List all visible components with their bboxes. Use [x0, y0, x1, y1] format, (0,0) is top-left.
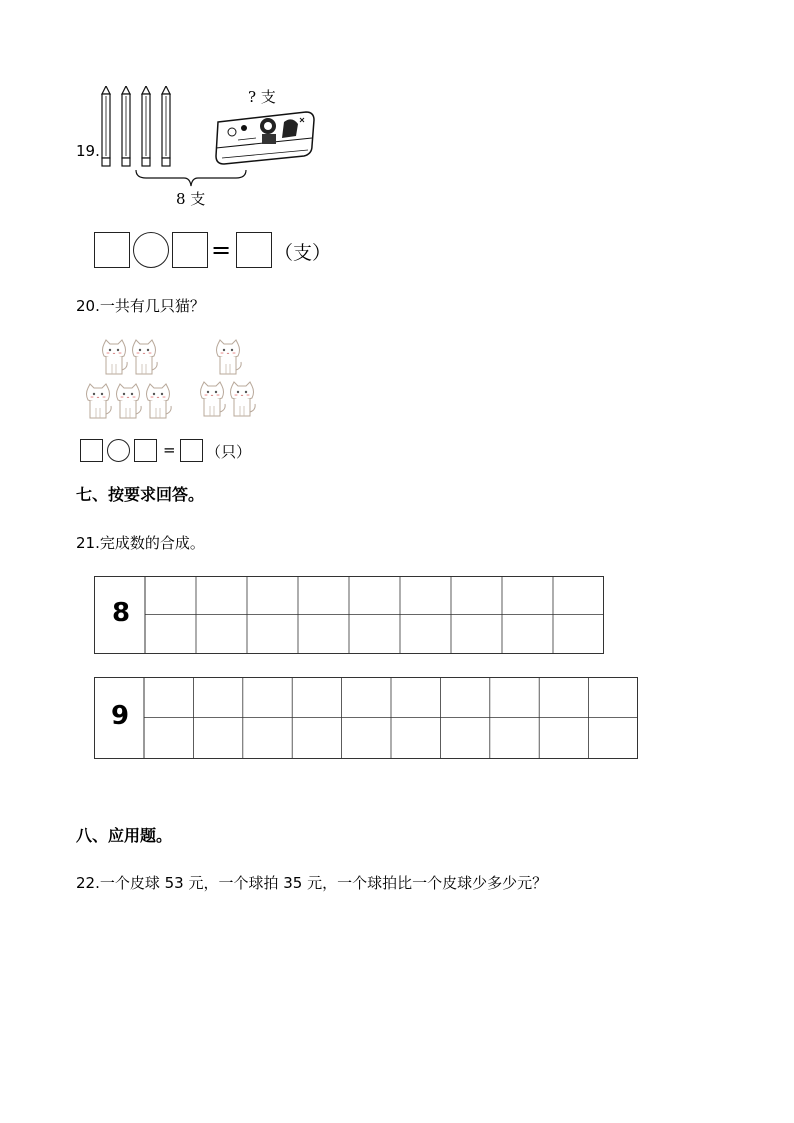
question-20-text: 20.一共有几只猫？	[76, 297, 205, 315]
pencils-illustration	[96, 86, 186, 172]
operator-circle[interactable]	[133, 232, 169, 268]
operator-circle[interactable]	[107, 439, 130, 462]
question-mark-label: ? 支	[248, 88, 276, 106]
unit-label: （支）	[274, 242, 332, 264]
grid-number-8: 8	[112, 598, 131, 628]
pencil-icon	[102, 86, 110, 166]
composition-grid-8	[94, 576, 606, 656]
pencil-icon	[162, 86, 170, 166]
cat-icon	[147, 384, 172, 418]
pencil-case-icon	[212, 108, 316, 166]
result-box[interactable]	[236, 232, 272, 268]
pencil-icon	[122, 86, 130, 166]
composition-grid-9	[94, 677, 640, 761]
brace-icon	[134, 168, 248, 188]
section-8-title: 八、应用题。	[76, 826, 173, 845]
grid-number-9: 9	[111, 701, 130, 731]
cat-icon	[201, 382, 226, 416]
equals-sign: =	[163, 441, 176, 459]
question-22-text: 22.一个皮球 53 元，一个球拍 35 元，一个球拍比一个皮球少多少元？	[76, 874, 548, 892]
cat-icon	[87, 384, 112, 418]
question-19-number: 19.	[76, 142, 100, 160]
answer-box-1[interactable]	[80, 439, 103, 462]
unit-label: （只）	[206, 443, 252, 461]
cat-icon	[231, 382, 256, 416]
cat-icon	[133, 340, 158, 374]
answer-box-2[interactable]	[134, 439, 157, 462]
cat-icon	[217, 340, 242, 374]
question-21-text: 21.完成数的合成。	[76, 534, 205, 552]
answer-box-1[interactable]	[94, 232, 130, 268]
cat-icon	[117, 384, 142, 418]
pencil-icon	[142, 86, 150, 166]
result-box[interactable]	[180, 439, 203, 462]
equals-sign: =	[211, 236, 232, 264]
cat-icon	[103, 340, 128, 374]
section-7-title: 七、按要求回答。	[76, 485, 205, 504]
answer-box-2[interactable]	[172, 232, 208, 268]
total-label: 8 支	[176, 190, 206, 208]
cats-illustration	[80, 336, 270, 426]
